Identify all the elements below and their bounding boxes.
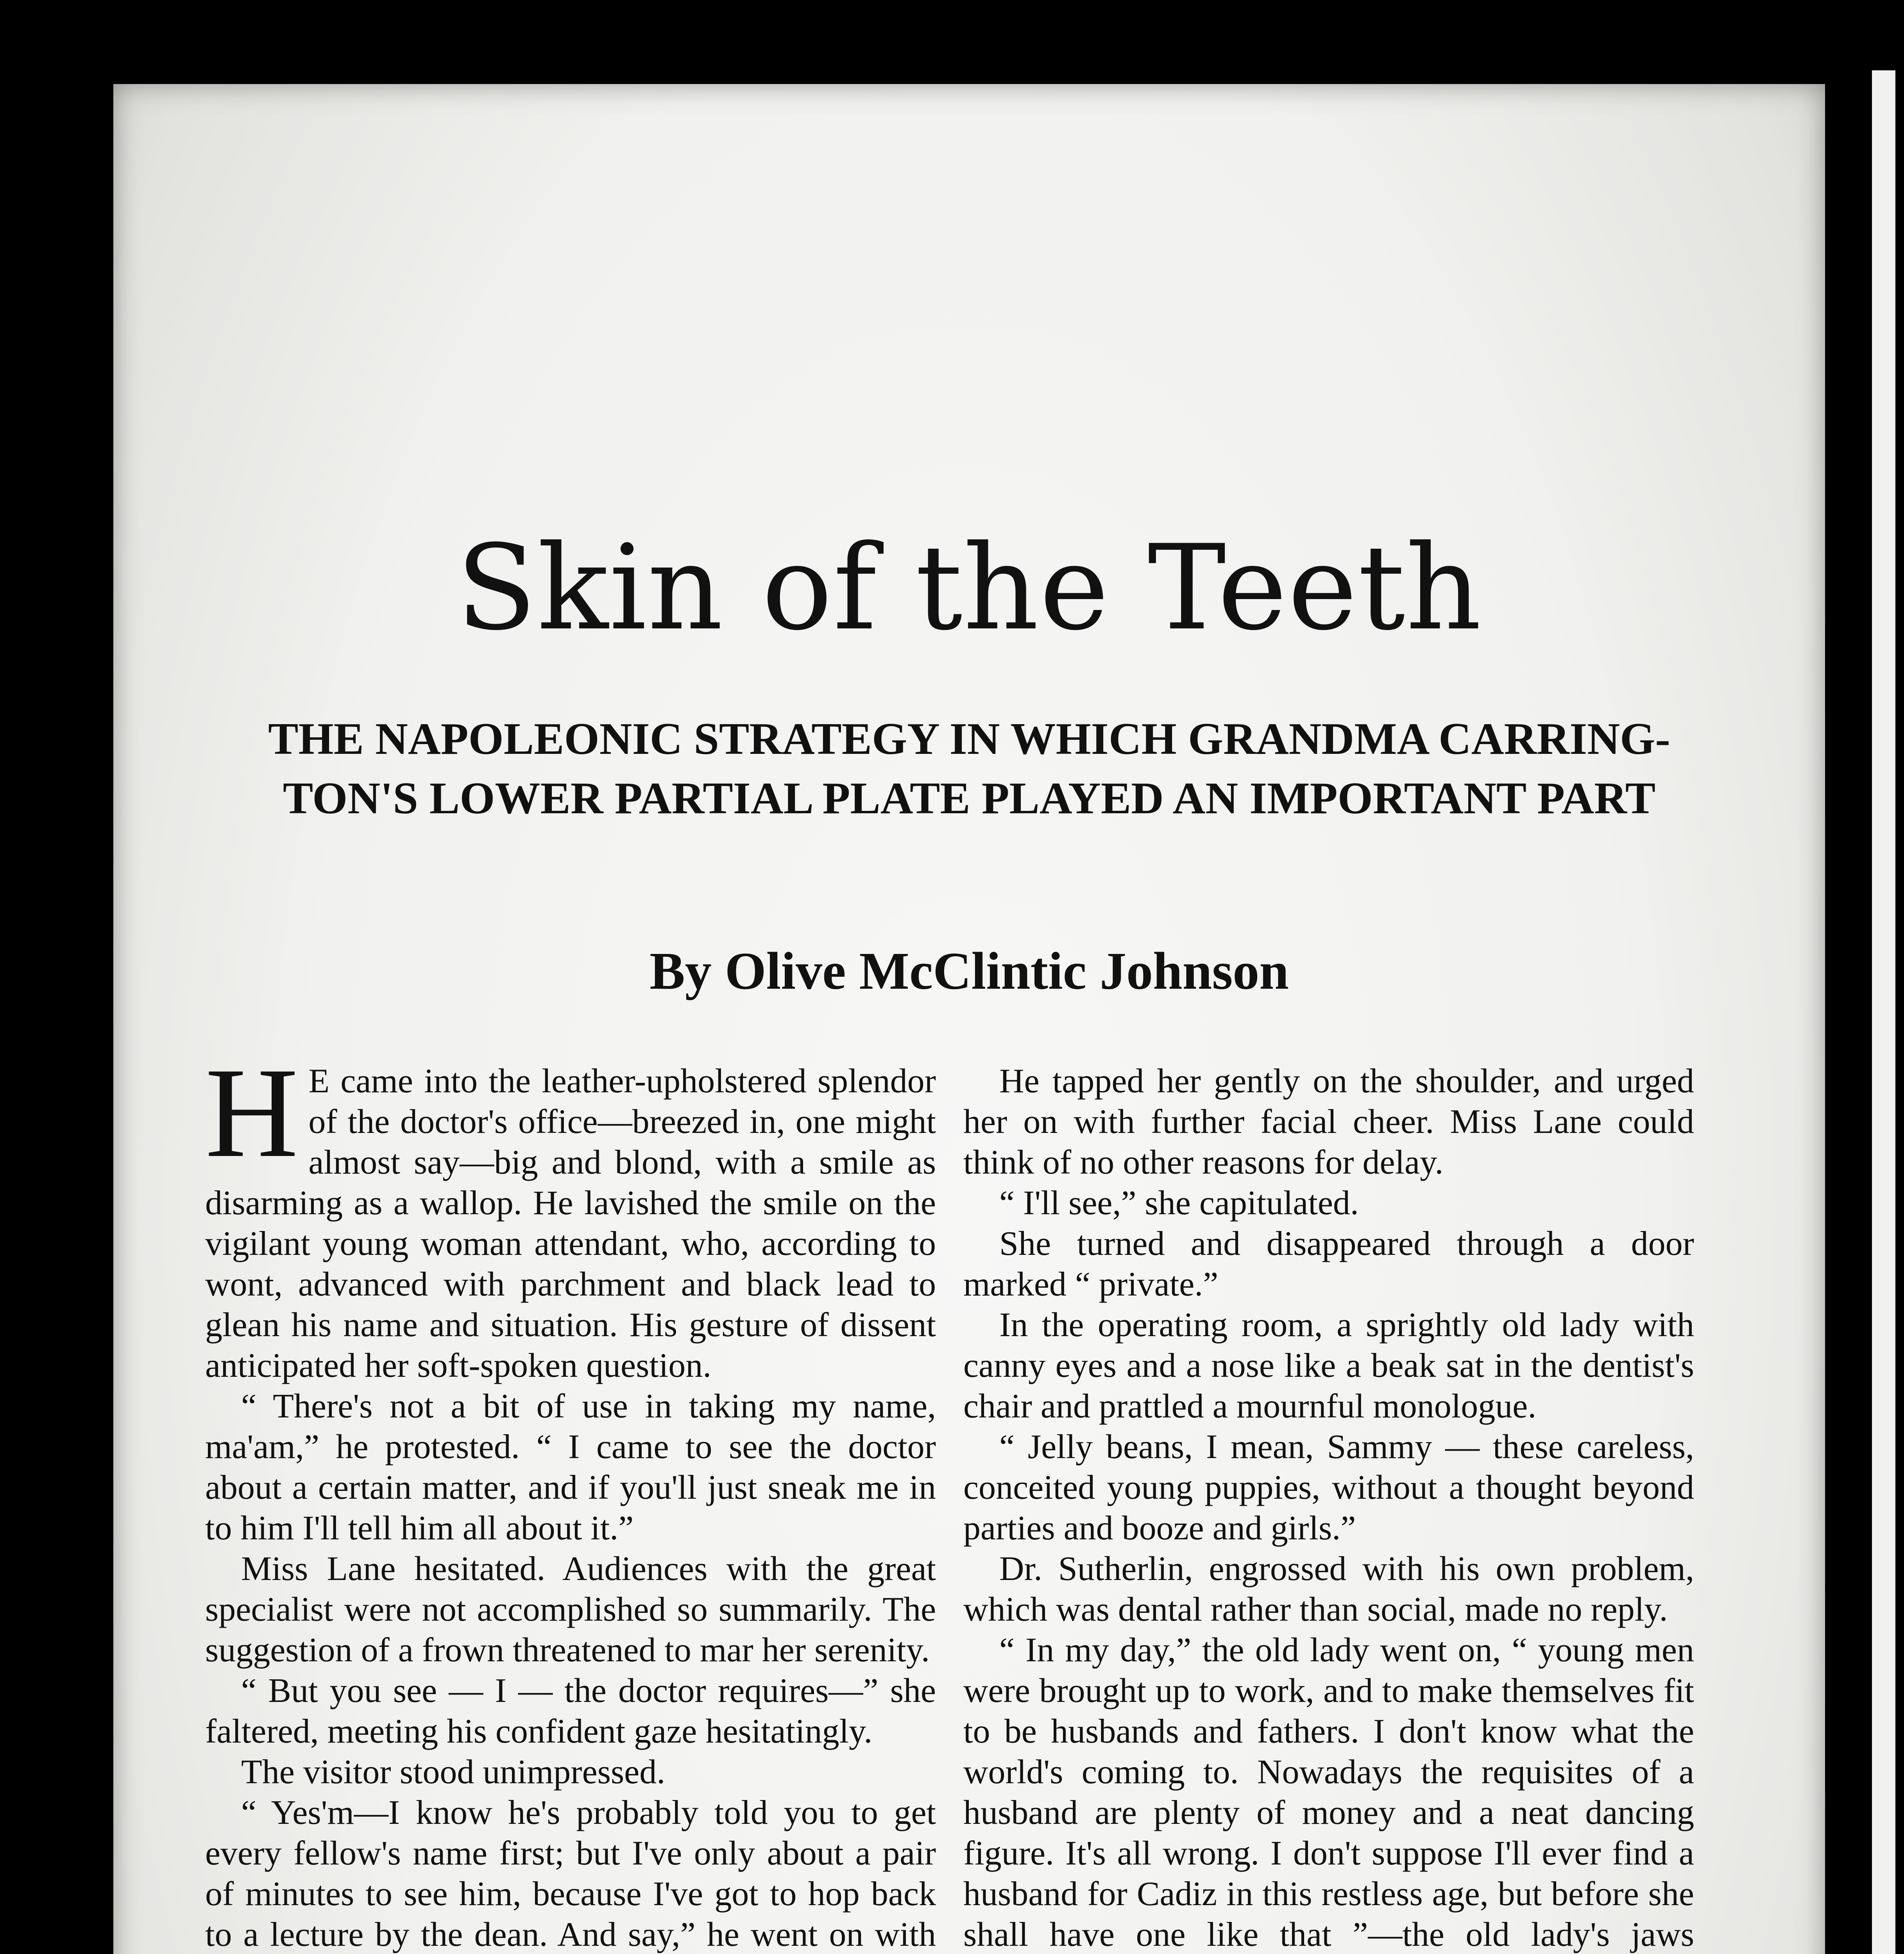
left-column [205,1041,936,1954]
paragraph: “ There's not a bit of use in taking my name, ma'am,” he protested. “ I came to see the doctor about a certain matter, and if you'll just sneak me in to him I'll tell him all about it.” [205,1387,936,1547]
paragraph: “ I'll see,” she capitulated. [999,1184,1359,1222]
article-byline: By Olive McClintic Johnson [650,942,1289,1000]
right-column [963,1061,1694,1954]
paragraph: Miss Lane hesitated. Audiences with the great specialist were not accomplished so summarily. The suggestion of a frown threatened to mar her serenity. [205,1550,936,1669]
magazine-page [113,84,1825,1954]
paragraph: “ But you see — I — the doctor requires—” she faltered, meeting his confident gaze hesitatingly. [205,1672,936,1750]
drop-cap: H [205,1041,299,1184]
paragraph: In the operating room, a sprightly old lady with canny eyes and a nose like a beak sat in the dentist's chair and prattled a mournful monologue. [963,1306,1694,1425]
paragraph: “ In my day,” the old lady went on, “ young men were brought up to work, and to make themselves fit to be husbands and fathers. I don't know what the world's coming to. Nowadays the requisites of a husband are plenty of money and a neat dancing figure. It's all wrong. I don't suppose I'll ever find a husband for Cadiz in this restless age, but before she shall have one like that ”—the old lady's jaws [963,1631,1694,1954]
paragraph: H E came into the leather-upholstered splendor of the doctor's office—breezed in, one might almost say—big and blond, with a smile as disarming as a wallop. He lavished the smile on the vigilant young woman attendant, who, according to wont, advanced with parchment and black lead to glean his name and situation. His gesture of dissent anticipated her soft-spoken question. [205,1041,936,1385]
paragraph: She turned and disappeared through a door marked “ private.” [963,1225,1694,1303]
paragraph: He tapped her gently on the shoulder, and urged her on with further facial cheer. Miss Lane could think of no other reasons for delay. [963,1062,1694,1181]
paragraph: “ Yes'm—I know he's probably told you to get every fellow's name first; but I've only about a pair of minutes to see him, because I've got to hop back to a lecture by the dean. And say,” he went on with [205,1794,936,1954]
article-subtitle: THE NAPOLEONIC STRATEGY IN WHICH GRANDMA CARRING-TON'S LOWER PARTIAL PLATE PLAYED AN IMPORTANT PART [268,714,1670,823]
paragraph: The visitor stood unimpressed. [241,1753,666,1791]
next-page-edge [1872,70,1895,1954]
paragraph: “ Jelly beans, I mean, Sammy — these careless, conceited young puppies, without a thought beyond parties and booze and girls.” [963,1428,1694,1547]
paragraph: Dr. Sutherlin, engrossed with his own problem, which was dental rather than social, made no reply. [963,1550,1694,1628]
article-title: Skin of the Teeth [456,520,1482,656]
